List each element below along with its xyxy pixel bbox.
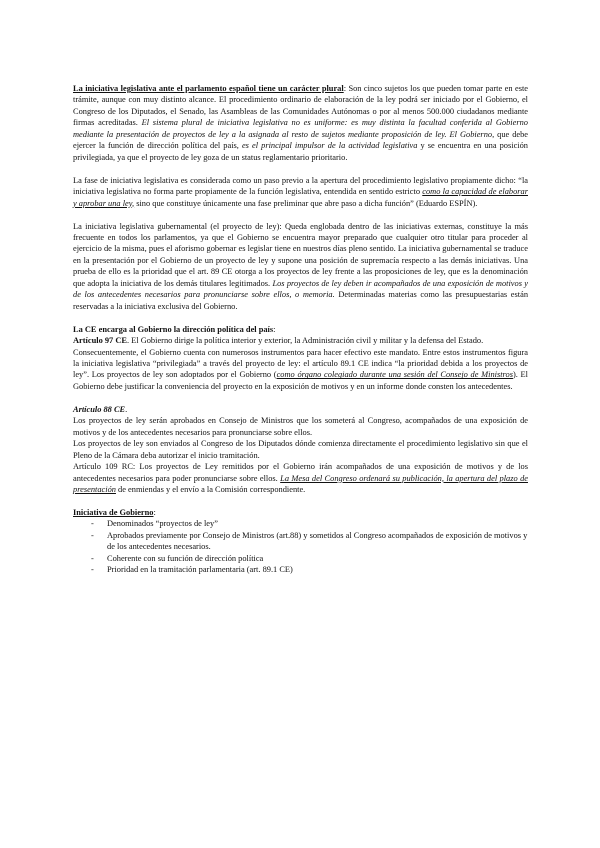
section-heading-political-direction: La CE encarga al Gobierno la dirección política del país: xyxy=(73,324,276,334)
list-item: - Denominados “proyectos de ley” xyxy=(73,518,528,529)
paragraph-government-initiative: La iniciativa legislativa gubernamental (el proyecto de ley): Queda englobada dentro de las iniciativas externas, constituye la más frecuente en todos los parlamentos, ya que el Gobierno se encuentra mayor preparado que cualquier otro titular para proceder al ejercicio de la misma, pues el aforismo gobernar es legislar tiene en nuestros días pleno sentido. La iniciativa gubernamental se traduce en la presentación por el Gobierno de un proyecto de ley y supone una posición de supremacía respecto a las demás iniciativas. Una prueba de ello es la prioridad que el art. 89 CE otorga a los proyectos de ley frente a las proposiciones de ley, que es la denominación que adopta la iniciativa de los demás titulares legitimados. Los proyectos de ley deben ir acompañados de una exposición de motivos y de los antecedentes necesarios para pronunciarse sobre ellos, o memoria. Determinadas materias como las presupuestarias están reservadas a la iniciativa exclusiva del Gobierno. xyxy=(73,221,529,311)
paragraph-initiative-phase: La fase de iniciativa legislativa es considerada como un paso previo a la apertura del procedimiento legislativo propiamente dicho: “la iniciativa legislativa no forma parte propiamente de la función legislativa, entendida en sentido estricto como la capacidad de elaborar y aprobar una ley, sino que constituye únicamente una fase preliminar que abre paso a dicha función” (Eduardo ESPÍN). xyxy=(73,175,528,208)
paragraph-plural-initiative: La iniciativa legislativa ante el parlamento español tiene un carácter plural: Son cinco sujetos los que pueden tomar parte en este trámite, aunque con muy distinto alcance. El procedimiento ordinario de elaboración de la ley podrá ser iniciado por el Gobierno, el Congreso de los Diputados, el Senado, las Asambleas de las Comunidades Autónomas o por al menos 500.000 ciudadanos mediante firmas acreditadas. El sistema plural de iniciativa legislativa no es uniforme: es muy distinta la facultad conferida al Gobierno mediante la presentación de proyectos de ley a la asignada al resto de sujetos mediante proposición de ley. El Gobierno, que debe ejercer la función de dirección política del país, es el principal impulsor de la actividad legislativa y se encuentra en una posición privilegiada, ya que el proyecto de ley goza de un status reglamentario prioritario. xyxy=(73,84,529,162)
paragraph-article-109-rc: Artículo 109 RC: Los proyectos de Ley remitidos por el Gobierno irán acompañados de una exposición de motivos y de los antecedentes necesarios para poder pronunciarse sobre ellos. La Mesa del Congreso ordenará su publicación, la apertura del plazo de presentación de enmiendas y el envío a la Comisión correspondiente. xyxy=(73,462,528,495)
section-heading-government-initiative: Iniciativa de Gobierno: xyxy=(73,508,156,517)
government-initiative-list xyxy=(73,518,528,575)
list-item: - Prioridad en la tramitación parlamentaria (art. 89.1 CE) xyxy=(73,564,528,575)
article-88-heading: Artículo 88 CE. xyxy=(73,404,128,414)
article-97-paragraph: Artículo 97 CE. El Gobierno dirige la política interior y exterior, la Administración civil y militar y la defensa del Estado. xyxy=(73,336,484,346)
paragraph-instruments: Consecuentemente, el Gobierno cuenta con numerosos instrumentos para hacer efectivo este mandato. Entre estos instrumentos figura la iniciativa legislativa “privilegiada” a través del proyecto de ley: el artículo 89.1 CE indica “la prioridad debida a los proyectos de ley”. Los proyectos de ley son adoptados por el Gobierno (como órgano colegiado durante una sesión del Consejo de Ministros). El Gobierno debe justificar la conveniencia del proyecto en la exposición de motivos y en un informe donde consten los antecedentes. xyxy=(73,347,528,391)
list-item: - Coherente con su función de dirección política xyxy=(73,553,528,564)
lead-heading: La iniciativa legislativa ante el parlamento español tiene un carácter plural xyxy=(73,84,344,93)
paragraph-art88-text: Los proyectos de ley serán aprobados en Consejo de Ministros que los someterá al Congreso, acompañados de una exposición de motivos y de los antecedentes necesarios para pronunciarse sobre ellos. xyxy=(73,416,528,437)
document-page xyxy=(73,83,528,576)
list-item: - Aprobados previamente por Consejo de Ministros (art.88) y sometidos al Congreso acompañados de exposición de motivos y de los antecedentes necesarios. xyxy=(73,530,528,553)
paragraph-sent-to-congress: Los proyectos de ley son enviados al Congreso de los Diputados dónde comienza directamente el procedimiento legislativo sin que el Pleno de la Cámara deba autorizar el inicio tramitación. xyxy=(73,439,528,460)
